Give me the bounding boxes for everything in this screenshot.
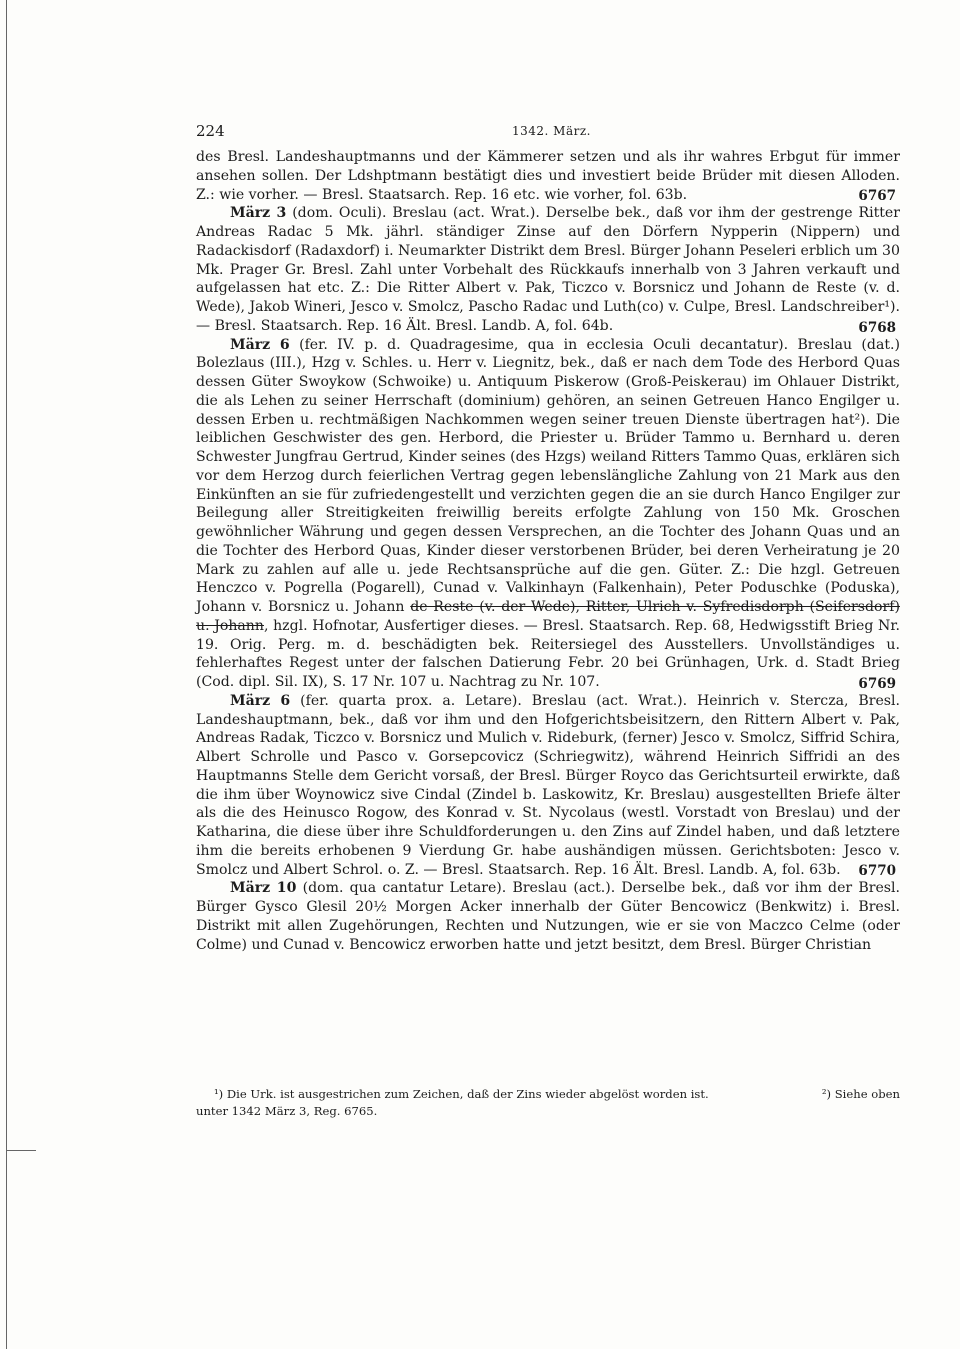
regest-number: 6770 (858, 863, 896, 880)
entry-paragraph (196, 879, 900, 954)
footnote-2-start: ²) Siehe oben (821, 1087, 900, 1101)
running-title: 1342. März. (512, 124, 591, 138)
entry-paragraph (196, 204, 900, 335)
footnote-line (196, 1086, 900, 1103)
regest-entry (196, 879, 900, 954)
regest-entry (196, 148, 900, 204)
entry-paragraph (196, 692, 900, 880)
regest-number: 6768 (858, 319, 896, 336)
entry-text: (dom. qua cantatur Letare). Breslau (act.). Derselbe bek., daß vor ihm der Bresl. Bürger Gysco Glesil 20½ Morgen Acker innerhalb der Güter Bencowicz (Benkwitz) i. Bresl. Distrikt mit allen Zugehörungen, Rechten und Nutzungen, wie er sie von Maczco Celme (oder Colme) und Cunad v. Bencowicz erworben hatte und jetzt besitzt, dem Bresl. Bürger Christian (196, 880, 901, 953)
regest-number: 6767 (858, 188, 896, 205)
page-header (196, 122, 900, 148)
entry-text: (dom. Oculi). Breslau (act. Wrat.). Derselbe bek., daß vor ihm der gestrenge Ritter Andreas Radac 5 Mk. jährl. ständiger Zinse auf den Dörfern Nypperin (Nippern) und Radackisdorf (Radaxdorf) i. Neumarkter Distrikt dem Bresl. Bürger Johann Peseleri erblich um 30 Mk. Prager Gr. Bresl. Zahl unter Vorbehalt des Rückkaufs innerhalb von 3 Jahren verkauft und aufgelassen hat etc. Z.: Die Ritter Albert v. Pak, Ticzco v. Borsnicz und Johann de Reste (v. d. Wede), Jakob Wineri, Jesco v. Smolcz, Pascho Radac und Luth(co) v. Culpe, Bresl. Landschreiber¹). — Bresl. Staatsarch. Rep. 16 Ält. Bresl. Landb. A, fol. 64b. (196, 205, 901, 334)
entry-date: März 10 (230, 880, 297, 897)
document-body (196, 148, 900, 954)
entry-date: März 6 (230, 692, 291, 709)
document-page (196, 122, 900, 954)
regest-entry (196, 336, 900, 692)
entry-text: (fer. quarta prox. a. Letare). Breslau (act. Wrat.). Heinrich v. Stercza, Bresl. Landeshauptmann, bek., daß vor ihm und den Hofgerichtsbeisitzern, den Rittern Albert v. Pak, Andreas Radak, Ticzco v. Borsnicz und Mulich v. Rideburk, (ferner) Jesco v. Smolcz, Siffrid Schira, Albert Schrolle und Pasco v. Gorsepcovicz (Schriegwitz), während Heinrich Siffridi an des Hauptmanns Stelle dem Gericht vorsaß, der Bresl. Bürger Royco das Gerichtsurteil erwirkte, daß die ihm über Woynowicz sive Cindal (Zindel b. Laskowitz, Kr. Breslau) ausgestellten Briefe älter als die des Heinusco Rogow, des Konrad v. St. Nycolaus (westl. Vorstadt von Breslau) und der Katharina, die diese über ihre Schuldforderungen u. den Zins auf Zindel haben, und daß letztere ihm die bereits erhobenen 9 Vierdung Gr. habe aushändigen müssen. Gerichtsboten: Jesco v. Smolcz und Albert Schrol. o. Z. — Bresl. Staatsarch. Rep. 16 Ält. Bresl. Landb. A, fol. 63b. (196, 692, 901, 878)
regest-number: 6769 (858, 675, 896, 692)
scan-edge-line (6, 0, 7, 1349)
footnote-1: ¹) Die Urk. ist ausgestrichen zum Zeichen, daß der Zins wieder abgelöst worden ist. (214, 1087, 709, 1101)
footnote-line (196, 1103, 900, 1120)
entry-date: März 6 (230, 336, 290, 353)
entry-paragraph (196, 336, 900, 692)
regest-entry (196, 204, 900, 335)
regest-entry (196, 692, 900, 880)
scan-edge-tick (6, 1150, 36, 1151)
entry-text-continued: , hzgl. Hofnotar, Ausfertiger dieses. — Bresl. Staatsarch. Rep. 68, Hedwigsstift Brieg Nr. 19. Orig. Perg. m. d. beschädigten bek. Reitersiegel des Ausstellers. Unvollständiges u. fehlerhaftes Regest unter der falschen Datierung Febr. 20 bei Grünhagen, Urk. d. Stadt Brieg (Cod. dipl. Sil. IX), S. 17 Nr. 107 u. Nachtrag zu Nr. 107. (196, 617, 900, 690)
struck-text: de Reste (v. der Wede), Ritter, Ulrich v. Syfredisdorph (Seifersdorf) u. Johann (196, 599, 900, 634)
entry-date: März 3 (230, 205, 287, 222)
footnote-2-end: unter 1342 März 3, Reg. 6765. (196, 1104, 378, 1118)
entry-text: (fer. IV. p. d. Quadragesime, qua in ecclesia Oculi decantatur). Breslau (dat.) Bolezlaus (III.), Hzg v. Schles. u. Herr v. Liegnitz, bek., daß er nach dem Tode des Herbord Quas dessen Güter Swoykow (Schwoike) u. Antiquum Piskerow (Groß-Peiskerau) im Ohlauer Distrikt, die als Lehen zu seiner Herrschaft (dominium) gehören, an seinen Getreuen Hanco Engilger u. dessen Erben u. rechtmäßigen Nachkommen wegen seiner treuen Dienste übertragen hat²). Die leiblichen Geschwister des gen. Herbord, die Priester u. Brüder Tammo u. Bernhard u. deren Schwester Jungfrau Gertrud, Kinder seines (des Hzgs) weiland Ritters Tammo Quas, erklären sich vor dem Herzog durch feierlichen Vertrag gegen lebenslängliche Zahlung von 21 Mark aus den Einkünften an sie für zufriedengestellt und verzichten gegen die an sie durch Hanco Engilger zur Beilegung aller Streitigkeiten freiwillig bereits erfolgte Zahlung von 150 Mk. Groschen gewöhnlicher Währung und gegen dessen Versprechen, an die Tochter des Johann Quas und an die Tochter des Herbord Quas, Kinder dieser verstorbenen Brüder, bei deren Verheiratung je 20 Mark zu zahlen auf alle u. jede Rechtsansprüche auf die gen. Güter. Z.: Die hzgl. Getreuen Henczco v. Pogrella (Pogarell), Cunad v. Valkinhayn (Falkenhain), Peter Poduschke (Poduska), Johann v. Borsnicz u. Johann (196, 336, 900, 615)
footnotes (196, 1086, 900, 1120)
entry-text: des Bresl. Landeshauptmanns und der Kämmerer setzen und als ihr wahres Erbgut für immer ansehen sollen. Der Ldshptmann bestätigt dies und investiert beide Brüder mit diesen Alloden. Z.: wie vorher. — Bresl. Staatsarch. Rep. 16 etc. wie vorher, fol. 63b. (196, 149, 900, 203)
page-number: 224 (196, 122, 225, 140)
